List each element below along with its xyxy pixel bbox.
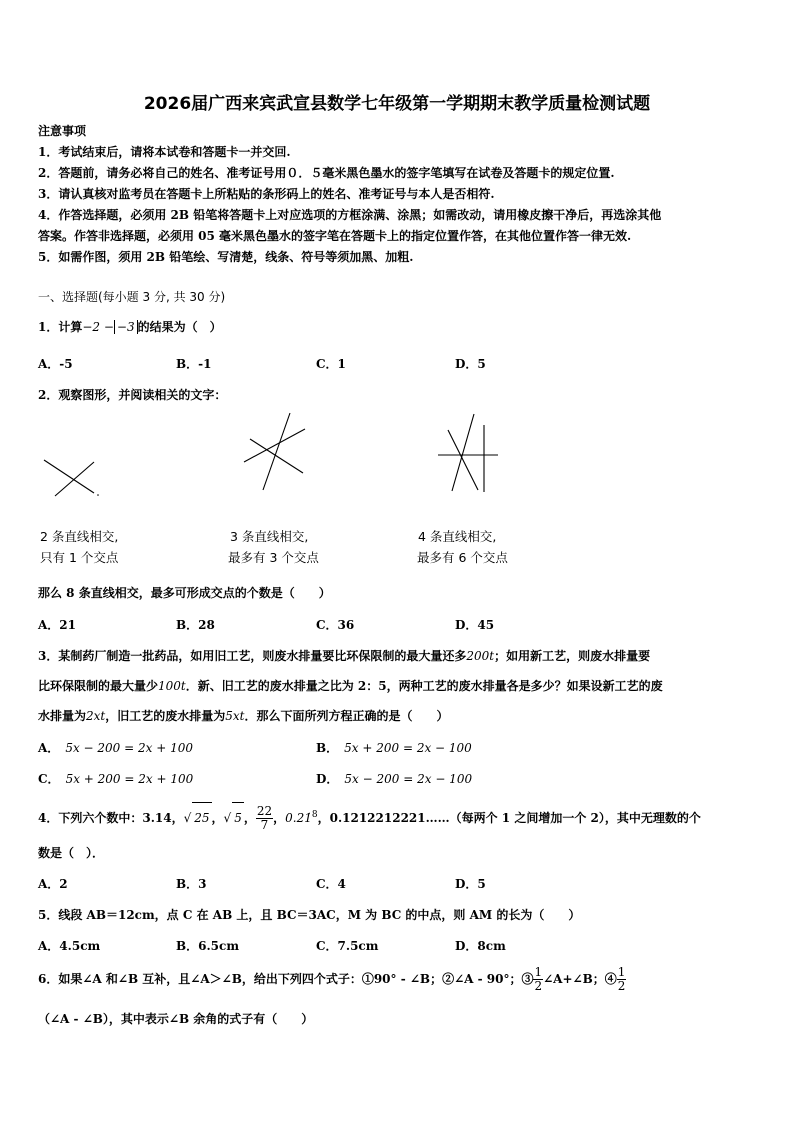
q3-math: 200t — [466, 649, 495, 663]
notice-heading: 注意事项 — [38, 124, 87, 138]
q1-prefix: 1．计算 — [38, 320, 83, 334]
q3-math: 5xt — [225, 709, 245, 723]
q6-text: ∠A+∠B；④ — [543, 972, 617, 986]
q3-text: ，旧工艺的废水排量为 — [105, 709, 226, 723]
q3-option-b — [316, 739, 472, 756]
q1-suffix: 的结果为（ ） — [137, 320, 222, 334]
q4-frac-denominator: 7 — [260, 818, 269, 832]
q2-option-a: A．21 — [38, 618, 77, 632]
option-equation: 5x + 200 = 2x + 100 — [65, 772, 194, 786]
q4-sqrt-25: 25 — [192, 802, 211, 833]
caption-3-line-2: 最多有 6 个交点 — [417, 550, 508, 565]
q2-option-d: D．45 — [455, 618, 495, 632]
option-label: D． — [316, 772, 339, 786]
q3-math: 2xt — [86, 709, 106, 723]
q1-expr: −2 − — [82, 320, 114, 334]
q4-option-b: B．3 — [176, 877, 207, 891]
question-3-line-2 — [38, 677, 663, 694]
q3-text: ．那么下面所列方程正确的是（ ） — [244, 709, 449, 723]
q6-frac-numerator: 1 — [534, 965, 543, 979]
q3-option-a — [38, 739, 193, 756]
q4-text: 4．下列六个数中：3.14， — [38, 811, 184, 825]
caption-2-line-2: 最多有 3 个交点 — [228, 550, 319, 565]
notice-item: 5．如需作图，须用 2B 铅笔绘、写清楚，线条、符号等须加黑、加粗. — [38, 250, 414, 264]
q5-option-a: A．4.5cm — [38, 939, 101, 953]
question-3-line-3 — [38, 707, 449, 724]
q1-option-c: C．1 — [316, 357, 346, 371]
caption-1-line-2: 只有 1 个交点 — [40, 550, 119, 565]
q3-option-c — [38, 770, 193, 787]
four-lines-figure — [438, 414, 498, 492]
q3-text: ．新、旧工艺的废水排量之比为 2：5，两种工艺的废水排量各是多少？如果设新工艺的废 — [185, 679, 663, 693]
caption-1-line-1: 2 条直线相交, — [40, 529, 119, 544]
q2-option-c: C．36 — [316, 618, 355, 632]
q6-text: 6．如果∠A 和∠B 互补，且∠A＞∠B，给出下列四个式子：①90° - ∠B；②∠A - 90°；③ — [38, 972, 534, 986]
q6-frac-denominator: 2 — [534, 979, 543, 993]
q4-decimal-repeat: 1̇ — [304, 811, 312, 825]
question-4-line-1: 4．下列六个数中：3.14，√ 25 ，√ 5 ， $\frac{22}{7}$ ，0.21̇$^8$，0.1212212221……（每两个 1 之间增加一个 2），其中无理数的个 — [38, 804, 701, 832]
q4-option-c: C．4 — [316, 877, 346, 891]
q5-option-d: D．8cm — [455, 939, 506, 953]
q4-frac-numerator: 22 — [256, 804, 273, 818]
q3-math: 100t — [158, 679, 186, 693]
q6-frac-numerator: 1 — [617, 965, 626, 979]
question-5: 5．线段 AB＝12cm，点 C 在 AB 上，且 BC＝3AC，M 为 BC 的中点，则 AM 的长为（ ） — [38, 908, 581, 922]
option-equation: 5x − 200 = 2x − 100 — [344, 772, 473, 786]
q1-option-b: B．-1 — [176, 357, 212, 371]
q1-abs-value: −3 — [114, 320, 138, 334]
question-2-stem: 2．观察图形，并阅读相关的文字： — [38, 388, 227, 402]
option-label: B． — [316, 741, 339, 755]
two-lines-figure — [44, 460, 99, 496]
q3-option-d — [316, 770, 472, 787]
caption-2-line-1: 3 条直线相交, — [230, 529, 309, 544]
notice-item: 答案。作答非选择题，必须用 05 毫米黑色墨水的签字笔在答题卡上的指定位置作答，在其他位置作答一律无效. — [38, 229, 632, 243]
question-3-line-1 — [38, 647, 650, 664]
option-label: C． — [38, 772, 60, 786]
q2-option-b: B．28 — [176, 618, 215, 632]
notice-item: 1．考试结束后，请将本试卷和答题卡一并交回. — [38, 145, 291, 159]
q4-sqrt-5: 5 — [232, 802, 244, 833]
question-2-ask: 那么 8 条直线相交，最多可形成交点的个数是（ ） — [38, 586, 331, 600]
q3-text: 比环保限制的最大量少 — [38, 679, 159, 693]
page-title: 2026届广西来宾武宣县数学七年级第一学期期末教学质量检测试题 — [143, 94, 651, 114]
q3-text: ；如用新工艺，则废水排量要 — [494, 649, 651, 663]
option-equation: 5x − 200 = 2x + 100 — [65, 741, 193, 755]
question-4-line-2: 数是（ ）． — [38, 846, 105, 860]
section-heading: 一、选择题(每小题 3 分, 共 30 分) — [38, 290, 226, 304]
notice-item: 2．答题前，请务必将自己的姓名、准考证号用０．５毫米黑色墨水的签字笔填写在试卷及答题卡的规定位置. — [38, 166, 615, 180]
q5-option-c: C．7.5cm — [316, 939, 379, 953]
q4-option-d: D．5 — [455, 877, 486, 891]
three-lines-figure — [244, 413, 305, 490]
q5-option-b: B．6.5cm — [176, 939, 240, 953]
notice-item: 4．作答选择题，必须用 2B 铅笔将答题卡上对应选项的方框涂满、涂黑；如需改动，请用橡皮擦干净后，再选涂其他 — [38, 208, 662, 222]
question-6-line-1 — [38, 964, 626, 994]
q4-decimal-sup: 8 — [311, 810, 318, 820]
q4-text: ，0.1212212221……（每两个 1 之间增加一个 2），其中无理数的个 — [317, 811, 701, 825]
caption-3-line-1: 4 条直线相交, — [418, 529, 497, 544]
q1-option-d: D．5 — [455, 357, 486, 371]
q3-text: 水排量为 — [38, 709, 87, 723]
q3-text: 3．某制药厂制造一批药品，如用旧工艺，则废水排量要比环保限制的最大量还多 — [38, 649, 467, 663]
option-label: A． — [38, 741, 60, 755]
q4-decimal: 0.2 — [285, 811, 305, 825]
option-equation: 5x + 200 = 2x − 100 — [344, 741, 472, 755]
q1-option-a: A．-5 — [38, 357, 73, 371]
q6-frac-denominator: 2 — [617, 979, 626, 993]
notice-item: 3．请认真核对监考员在答题卡上所粘贴的条形码上的姓名、准考证号与本人是否相符. — [38, 187, 495, 201]
question-6-line-2: （∠A - ∠B），其中表示∠B 余角的式子有（ ） — [38, 1012, 314, 1026]
q4-option-a: A．2 — [38, 877, 68, 891]
